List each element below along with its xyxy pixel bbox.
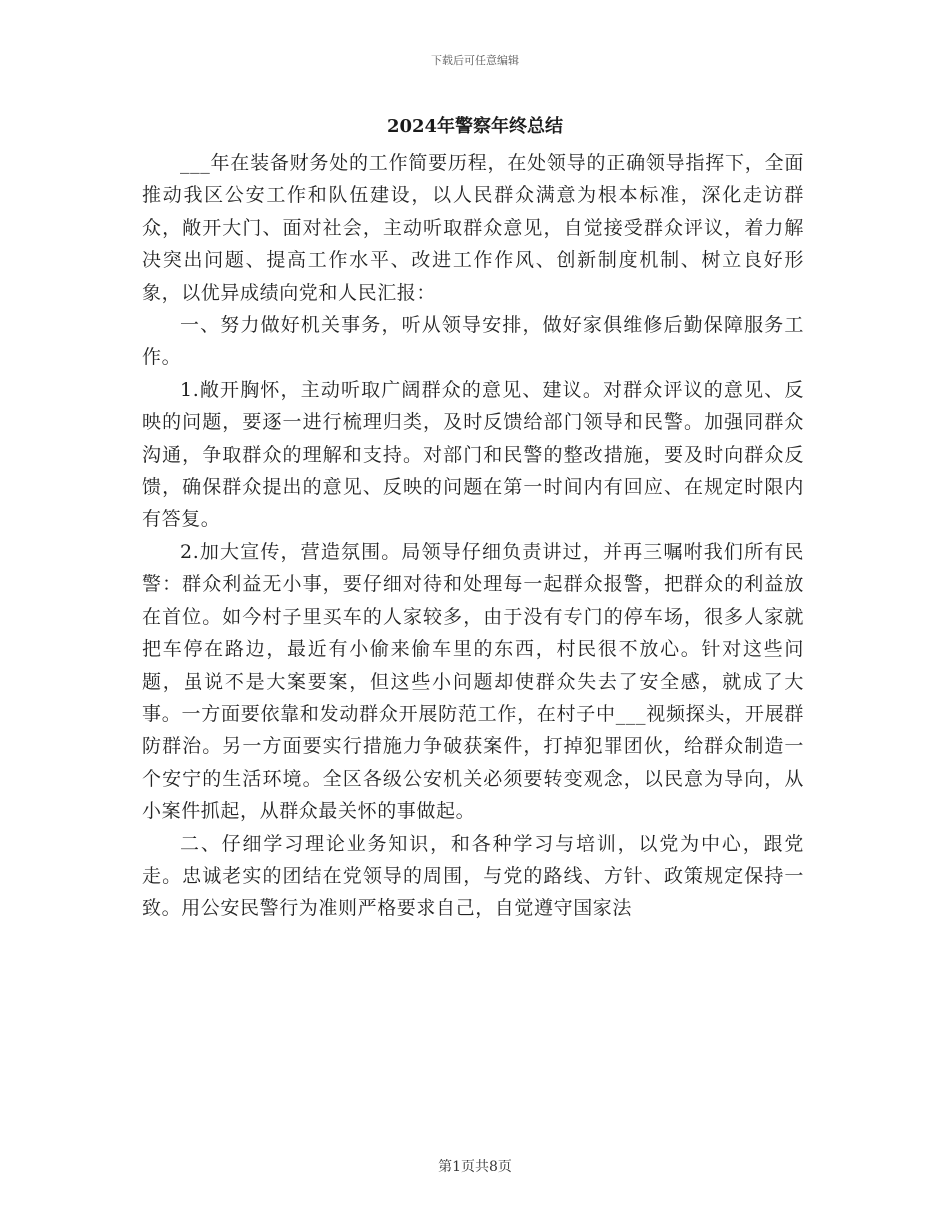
paragraph-item-1: 1.敞开胸怀，主动听取广阔群众的意见、建议。对群众评议的意见、反映的问题，要逐一进行梳理归类，及时反馈给部门领导和民警。加强同群众沟通，争取群众的理解和支持。对部门和民警的整改措施，要及时向群众反馈，确保群众提出的意见、反映的问题在第一时间内有回应、在规定时限内有答复。 xyxy=(142,378,804,531)
paragraph-section-1-heading: 一、努力做好机关事务，听从领导安排，做好家俱维修后勤保障服务工作。 xyxy=(142,314,804,369)
header-note: 下载后可任意编辑 xyxy=(431,54,519,67)
document-title: 2024年警察年终总结 xyxy=(386,116,564,137)
paragraph-intro: ___年在装备财务处的工作简要历程，在处领导的正确领导指挥下，全面推动我区公安工作和队伍建设，以人民群众满意为根本标准，深化走访群众，敞开大门、面对社会，主动听取群众意见，自觉接受群众评议，着力解决突出问题、提高工作水平、改进工作作风、创新制度机制、树立良好形象，以优异成绩向党和人民汇报： xyxy=(142,152,804,304)
paragraph-item-2: 2.加大宣传，营造氛围。局领导仔细负责讲过，并再三嘱咐我们所有民警：群众利益无小事，要仔细对待和处理每一起群众报警，把群众的利益放在首位。如今村子里买车的人家较多，由于没有专门的停车场，很多人家就把车停在路边，最近有小偷来偷车里的东西，村民很不放心。针对这些问题，虽说不是大案要案，但这些小问题却使群众失去了安全感，就成了大事。一方面要依靠和发动群众开展防范工作，在村子中___视频探头，开展群防群治。另一方面要实行措施力争破获案件，打掉犯罪团伙，给群众制造一个安宁的生活环境。全区各级公安机关必须要转变观念，以民意为导向，从小案件抓起，从群众最关怀的事做起。 xyxy=(142,540,804,823)
paragraph-section-2-heading: 二、仔细学习理论业务知识，和各种学习与培训，以党为中心，跟党走。忠诚老实的团结在党领导的周围，与党的路线、方针、政策规定保持一致。用公安民警行为准则严格要求自己，自觉遵守国家法 xyxy=(142,832,804,920)
document-body xyxy=(142,147,804,925)
page-number-footer: 第1页共8页 xyxy=(438,1159,512,1175)
